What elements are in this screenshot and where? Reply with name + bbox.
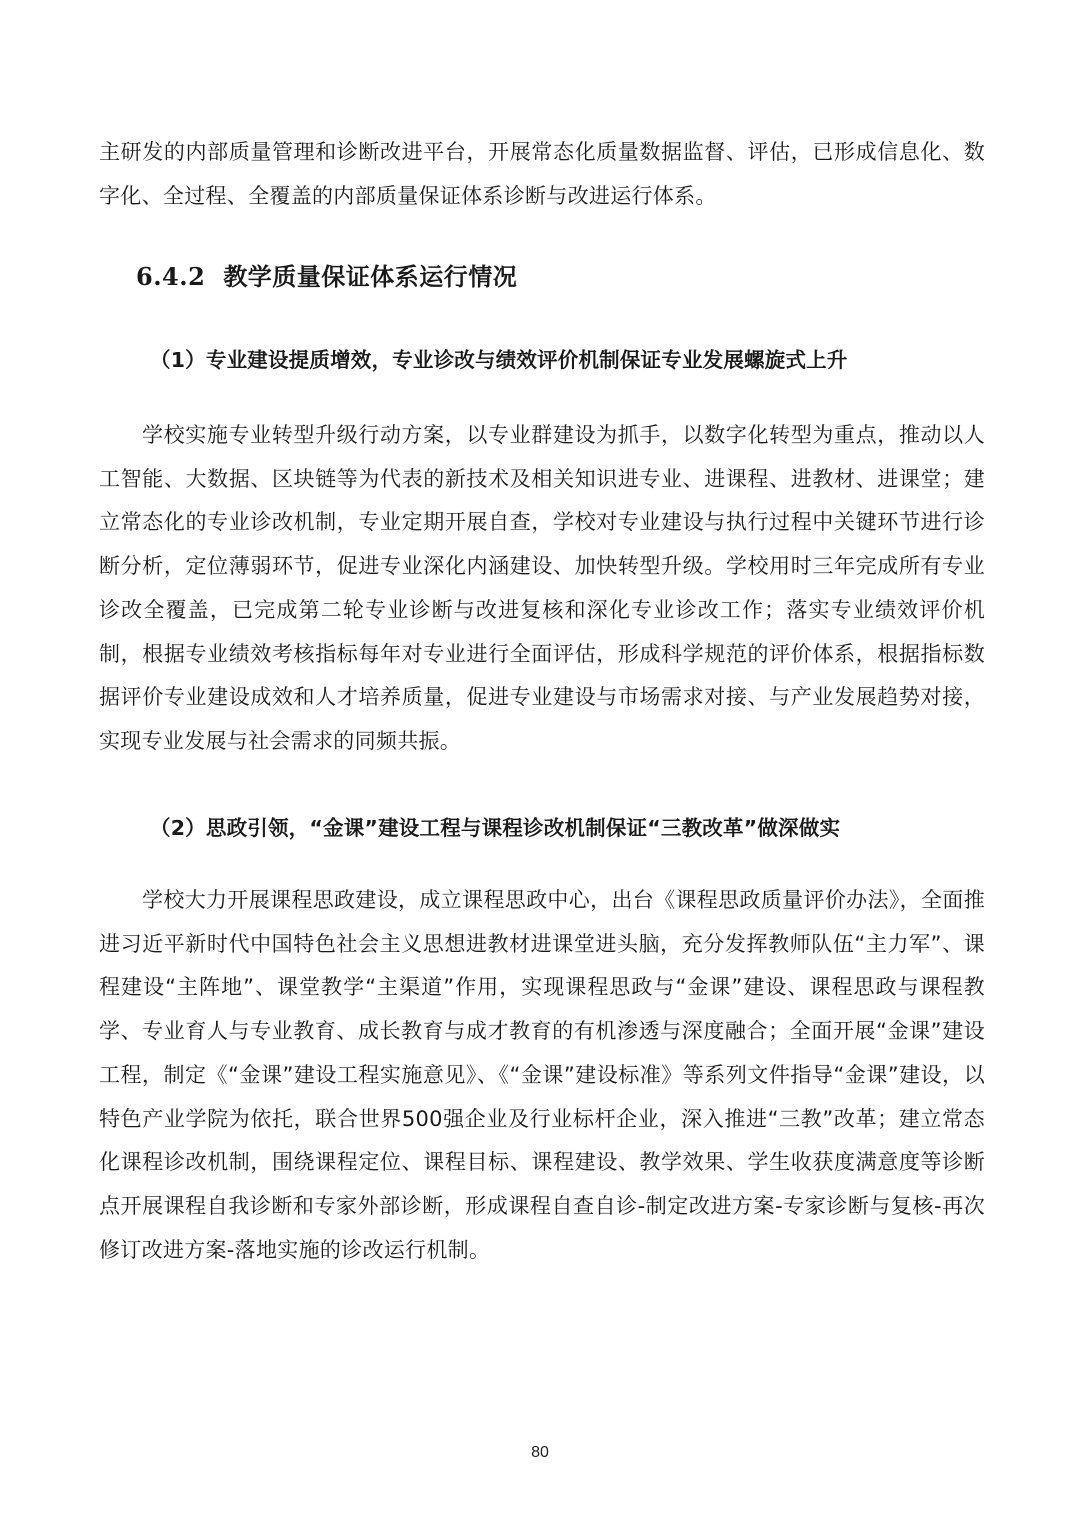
subsection-2-body: 学校大力开展课程思政建设，成立课程思政中心，出台《课程思政质量评价办法》，全面推进习近平新时代中国特色社会主义思想进教材进课堂进头脑，充分发挥教师队伍“主力军”、课程建设“主阵地”、课堂教学“主渠道”作用，实现课程思政与“金课”建设、课程思政与课程教学、专业育人与专业教育、成长教育与成才教育的有机渗透与深度融合；全面开展“金课”建设工程，制定《“金课”建设工程实施意见》、《“金课”建设标准》等系列文件指导“金课”建设，以特色产业学院为依托，联合世界500强企业及行业标杆企业，深入推进“三教”改革；建立常态化课程诊改机制，围绕课程定位、课程目标、课程建设、教学效果、学生收获度满意度等诊断点开展课程自我诊断和专家外部诊断，形成课程自查自诊-制定改进方案-专家诊断与复核-再次修订改进方案-落地实施的诊改运行机制。	[99, 888, 985, 1262]
intro-paragraph: 主研发的内部质量管理和诊断改进平台，开展常态化质量数据监督、评估，已形成信息化、数字化、全过程、全覆盖的内部质量保证体系诊断与改进运行体系。	[99, 140, 985, 208]
subsection-2-heading: （2）思政引领，“金课”建设工程与课程诊改机制保证“三教改革”做深做实	[150, 816, 841, 840]
section-title: 教学质量保证体系运行情况	[223, 263, 518, 291]
page-number: 80	[531, 1444, 549, 1461]
section-number: 6.4.2	[136, 262, 206, 291]
subsection-1-body: 学校实施专业转型升级行动方案，以专业群建设为抓手，以数字化转型为重点，推动以人工智能、大数据、区块链等为代表的新技术及相关知识进专业、进课程、进教材、进课堂；建立常态化的专业诊改机制，专业定期开展自查，学校对专业建设与执行过程中关键环节进行诊断分析，定位薄弱环节，促进专业深化内涵建设、加快转型升级。学校用时三年完成所有专业诊改全覆盖，已完成第二轮专业诊断与改进复核和深化专业诊改工作；落实专业绩效评价机制，根据专业绩效考核指标每年对专业进行全面评估，形成科学规范的评价体系，根据指标数据评价专业建设成效和人才培养质量，促进专业建设与市场需求对接、与产业发展趋势对接，实现专业发展与社会需求的同频共振。	[99, 423, 985, 753]
section-heading	[136, 257, 517, 292]
subsection-1-heading: （1）专业建设提质增效，专业诊改与绩效评价机制保证专业发展螺旋式上升	[150, 348, 848, 372]
